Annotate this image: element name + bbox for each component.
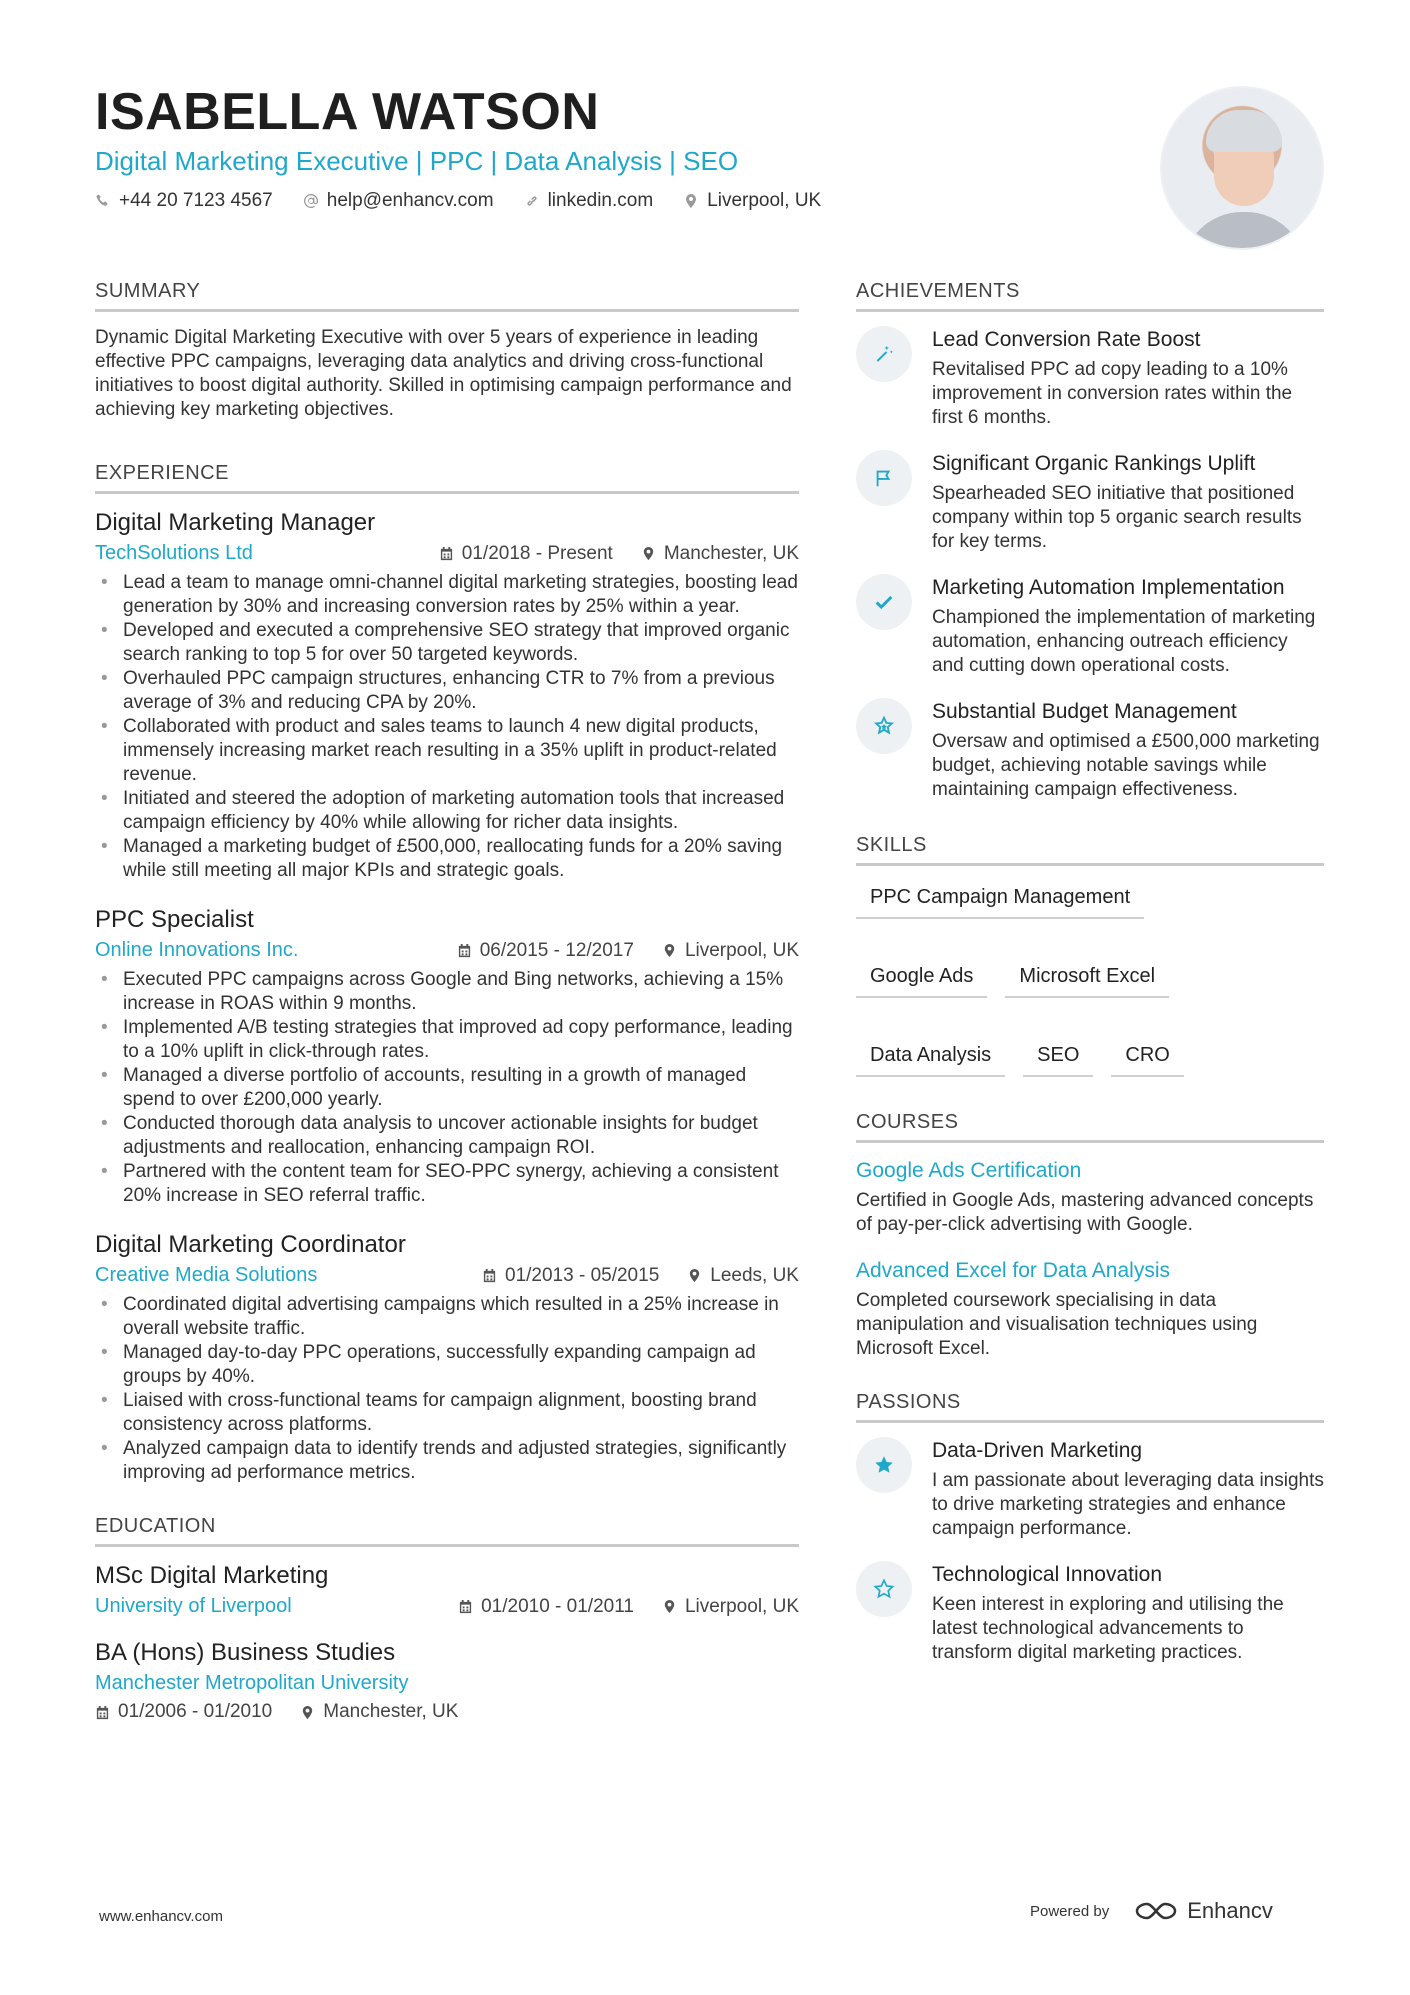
passion-icon-badge xyxy=(856,1437,912,1493)
course-title: Advanced Excel for Data Analysis xyxy=(856,1259,1170,1282)
calendar-icon xyxy=(482,1268,497,1283)
calendar-icon xyxy=(439,546,454,561)
avatar-shoulders xyxy=(1182,212,1306,250)
section-title-achievements: ACHIEVEMENTS xyxy=(856,280,1324,312)
passion-text xyxy=(932,1437,1324,1541)
achievement-text xyxy=(932,574,1324,678)
skill-tag: Microsoft Excel xyxy=(1005,959,1169,998)
contact-phone[interactable] xyxy=(95,190,273,212)
location-pin-icon xyxy=(641,546,656,561)
school-name: Manchester Metropolitan University xyxy=(95,1672,409,1694)
flag-icon xyxy=(873,467,895,489)
phone-icon xyxy=(95,193,111,209)
location-pin-icon xyxy=(662,943,677,958)
skill-tag: Data Analysis xyxy=(856,1038,1005,1077)
job-title: PPC Specialist xyxy=(95,906,254,933)
job-title: Digital Marketing Coordinator xyxy=(95,1231,406,1258)
location-pin-icon xyxy=(662,1599,677,1614)
bullet-item: • Managed a marketing budget of £500,000, reallocating funds for a 20% saving while still meeting all major KPIs and strategic goals. xyxy=(95,835,799,883)
job-bullets xyxy=(95,571,799,883)
skills-section xyxy=(856,834,1324,1077)
achievement-title: Lead Conversion Rate Boost xyxy=(932,328,1201,351)
job-dates xyxy=(439,543,613,565)
achievement-item xyxy=(856,326,1324,430)
skill-tag: PPC Campaign Management xyxy=(856,880,1144,919)
skill-tag: Google Ads xyxy=(856,959,987,998)
enhancv-logo[interactable] xyxy=(1133,1898,1273,1924)
achievement-text xyxy=(932,698,1324,802)
passion-item xyxy=(856,1561,1324,1665)
calendar-icon xyxy=(457,943,472,958)
achievements-section xyxy=(856,280,1324,802)
education-meta xyxy=(95,1701,799,1723)
star-outline-icon xyxy=(873,1578,895,1600)
bullet-item: • Partnered with the content team for SEO-PPC synergy, achieving a consistent 20% increase in SEO referral traffic. xyxy=(95,1160,799,1208)
education-school-row xyxy=(95,1672,799,1695)
achievement-icon-badge xyxy=(856,326,912,382)
bullet-item: • Liaised with cross-functional teams for campaign alignment, boosting brand consistency across platforms. xyxy=(95,1389,799,1437)
course-item xyxy=(856,1257,1324,1361)
education-location xyxy=(300,1701,458,1723)
location-pin-icon xyxy=(300,1705,315,1720)
bullet-item: • Coordinated digital advertising campaigns which resulted in a 25% increase in overall website traffic. xyxy=(95,1293,799,1341)
link-icon xyxy=(524,193,540,209)
job-location xyxy=(662,940,799,962)
passion-desc: I am passionate about leveraging data insights to drive marketing strategies and enhance campaign performance. xyxy=(932,1470,1324,1539)
left-column xyxy=(95,280,799,1743)
job-meta xyxy=(95,1264,799,1287)
section-title-passions: PASSIONS xyxy=(856,1391,1324,1423)
star-filled-icon xyxy=(873,1454,895,1476)
avatar xyxy=(1160,86,1324,250)
achievement-title: Substantial Budget Management xyxy=(932,700,1237,723)
education-dates-text: 01/2006 - 01/2010 xyxy=(118,1701,273,1722)
achievement-title: Significant Organic Rankings Uplift xyxy=(932,452,1256,475)
linkedin-text: linkedin.com xyxy=(547,190,654,211)
skill-tag: CRO xyxy=(1111,1038,1183,1077)
achievement-desc: Spearheaded SEO initiative that positioned company within top 5 organic search results for key terms. xyxy=(932,483,1302,552)
candidate-name: ISABELLA WATSON xyxy=(95,83,600,141)
job-dates-text: 06/2015 - 12/2017 xyxy=(479,939,634,961)
degree-title: BA (Hons) Business Studies xyxy=(95,1639,396,1666)
education-entry xyxy=(95,1561,799,1618)
school-name: University of Liverpool xyxy=(95,1595,292,1617)
resume-header xyxy=(95,82,1095,212)
course-item xyxy=(856,1157,1324,1237)
achievement-text xyxy=(932,450,1324,554)
achievement-text xyxy=(932,326,1324,430)
experience-entry xyxy=(95,905,799,1208)
footer-branding xyxy=(1030,1898,1273,1924)
magic-wand-icon xyxy=(873,343,895,365)
education-meta xyxy=(95,1595,799,1618)
contact-linkedin[interactable] xyxy=(524,190,654,212)
section-title-summary: SUMMARY xyxy=(95,280,799,312)
summary-section xyxy=(95,280,799,422)
course-title: Google Ads Certification xyxy=(856,1159,1082,1182)
passion-text xyxy=(932,1561,1324,1665)
job-dates xyxy=(482,1265,659,1287)
bullet-item: • Lead a team to manage omni-channel digital marketing strategies, boosting lead generation by 30% and increasing conversion rates by 25% within a year. xyxy=(95,571,799,619)
calendar-icon xyxy=(95,1705,110,1720)
job-dates-text: 01/2013 - 05/2015 xyxy=(505,1264,660,1286)
job-location-text: Liverpool, UK xyxy=(684,939,799,961)
section-title-skills: SKILLS xyxy=(856,834,1324,866)
job-location xyxy=(641,543,799,565)
contact-email[interactable] xyxy=(303,190,494,212)
location-pin-icon xyxy=(687,1268,702,1283)
experience-section xyxy=(95,462,799,1485)
achievement-item xyxy=(856,574,1324,678)
education-dates-text: 01/2010 - 01/2011 xyxy=(481,1595,634,1617)
bullet-item: • Initiated and steered the adoption of marketing automation tools that increased campaign efficiency by 40% while allowing for richer data insights. xyxy=(95,787,799,835)
calendar-icon xyxy=(458,1599,473,1614)
bullet-item: • Conducted thorough data analysis to uncover actionable insights for budget adjustments and reallocation, enhancing campaign ROI. xyxy=(95,1112,799,1160)
achievement-item xyxy=(856,450,1324,554)
course-desc: Certified in Google Ads, mastering advanced concepts of pay-per-click advertising with Google. xyxy=(856,1190,1314,1235)
education-location-text: Manchester, UK xyxy=(323,1701,459,1722)
passion-desc: Keen interest in exploring and utilising the latest technological advancements to transform digital marketing practices. xyxy=(932,1594,1284,1663)
bullet-item: • Managed a diverse portfolio of accounts, resulting in a growth of managed spend to over £200,000 yearly. xyxy=(95,1064,799,1112)
contact-row xyxy=(95,190,1095,212)
achievement-desc: Oversaw and optimised a £500,000 marketing budget, achieving notable savings while maintaining campaign effectiveness. xyxy=(932,731,1320,800)
section-title-education: EDUCATION xyxy=(95,1515,799,1547)
brand-name: Enhancv xyxy=(1187,1898,1273,1923)
passion-item xyxy=(856,1437,1324,1541)
email-text: help@enhancv.com xyxy=(326,190,494,211)
bullet-item: • Managed day-to-day PPC operations, successfully expanding campaign ad groups by 40%. xyxy=(95,1341,799,1389)
degree-title: MSc Digital Marketing xyxy=(95,1562,329,1589)
passion-title: Data-Driven Marketing xyxy=(932,1439,1143,1462)
at-icon xyxy=(303,193,319,209)
job-location xyxy=(687,1265,799,1287)
contact-location xyxy=(683,190,821,212)
bullet-item: • Executed PPC campaigns across Google and Bing networks, achieving a 15% increase in ROAS within 9 months. xyxy=(95,968,799,1016)
achievement-icon-badge xyxy=(856,574,912,630)
job-meta xyxy=(95,542,799,565)
location-pin-icon xyxy=(683,193,699,209)
bullet-item: • Overhauled PPC campaign structures, enhancing CTR to 7% from a previous average of 3% and reducing CPA by 20%. xyxy=(95,667,799,715)
job-meta xyxy=(95,939,799,962)
achievement-desc: Championed the implementation of marketing automation, enhancing outreach efficiency and cutting down operational costs. xyxy=(932,607,1316,676)
bullet-item: • Developed and executed a comprehensive SEO strategy that improved organic search ranking to top 5 for over 50 targeted keywords. xyxy=(95,619,799,667)
job-location-text: Manchester, UK xyxy=(663,542,799,564)
experience-entry xyxy=(95,508,799,883)
bullet-item: • Analyzed campaign data to identify trends and adjusted strategies, significantly improving ad performance metrics. xyxy=(95,1437,799,1485)
footer-website[interactable]: www.enhancv.com xyxy=(99,1908,223,1925)
check-icon xyxy=(873,591,895,613)
passions-section xyxy=(856,1391,1324,1665)
bullet-item: • Collaborated with product and sales teams to launch 4 new digital products, immensely increasing market reach resulting in a 35% uplift in product-related revenue. xyxy=(95,715,799,787)
candidate-headline: Digital Marketing Executive | PPC | Data Analysis | SEO xyxy=(95,146,739,176)
achievement-icon-badge xyxy=(856,698,912,754)
company-name: Online Innovations Inc. xyxy=(95,939,299,961)
passion-title: Technological Innovation xyxy=(932,1563,1162,1586)
bullet-item: • Implemented A/B testing strategies that improved ad copy performance, leading to a 10% uplift in click-through rates. xyxy=(95,1016,799,1064)
skills-list xyxy=(856,880,1324,1077)
education-dates xyxy=(458,1596,634,1618)
job-title: Digital Marketing Manager xyxy=(95,509,376,536)
course-desc: Completed coursework specialising in data manipulation and visualisation techniques using Microsoft Excel. xyxy=(856,1290,1258,1359)
achievement-desc: Revitalised PPC ad copy leading to a 10% improvement in conversion rates within the first 6 months. xyxy=(932,359,1293,428)
education-location xyxy=(662,1596,799,1618)
passion-icon-badge xyxy=(856,1561,912,1617)
achievement-title: Marketing Automation Implementation xyxy=(932,576,1285,599)
enhancv-logo-icon xyxy=(1133,1900,1179,1922)
experience-entry xyxy=(95,1230,799,1485)
company-name: TechSolutions Ltd xyxy=(95,542,253,564)
achievement-item xyxy=(856,698,1324,802)
education-entry xyxy=(95,1638,799,1723)
job-bullets xyxy=(95,1293,799,1485)
achievement-icon-badge xyxy=(856,450,912,506)
right-column xyxy=(856,280,1324,1685)
courses-section xyxy=(856,1111,1324,1361)
section-title-experience: EXPERIENCE xyxy=(95,462,799,494)
job-bullets xyxy=(95,968,799,1208)
phone-text: +44 20 7123 4567 xyxy=(119,190,273,211)
education-dates xyxy=(95,1701,272,1723)
company-name: Creative Media Solutions xyxy=(95,1264,318,1286)
section-title-courses: COURSES xyxy=(856,1111,1324,1143)
job-dates-text: 01/2018 - Present xyxy=(461,542,613,564)
powered-by-label: Powered by xyxy=(1030,1902,1110,1920)
star-badge-icon xyxy=(873,715,895,737)
skill-tag: SEO xyxy=(1023,1038,1093,1077)
education-section xyxy=(95,1515,799,1723)
location-text: Liverpool, UK xyxy=(707,190,822,211)
education-location-text: Liverpool, UK xyxy=(684,1595,799,1617)
avatar-hair xyxy=(1206,110,1282,152)
summary-text: Dynamic Digital Marketing Executive with over 5 years of experience in leading effective PPC campaigns, leveraging data analytics and driving cross-functional initiatives to boost digital authority. Skilled in optimising campaign performance and achieving key marketing objectives. xyxy=(95,327,792,420)
job-location-text: Leeds, UK xyxy=(710,1264,799,1286)
job-dates xyxy=(457,940,634,962)
